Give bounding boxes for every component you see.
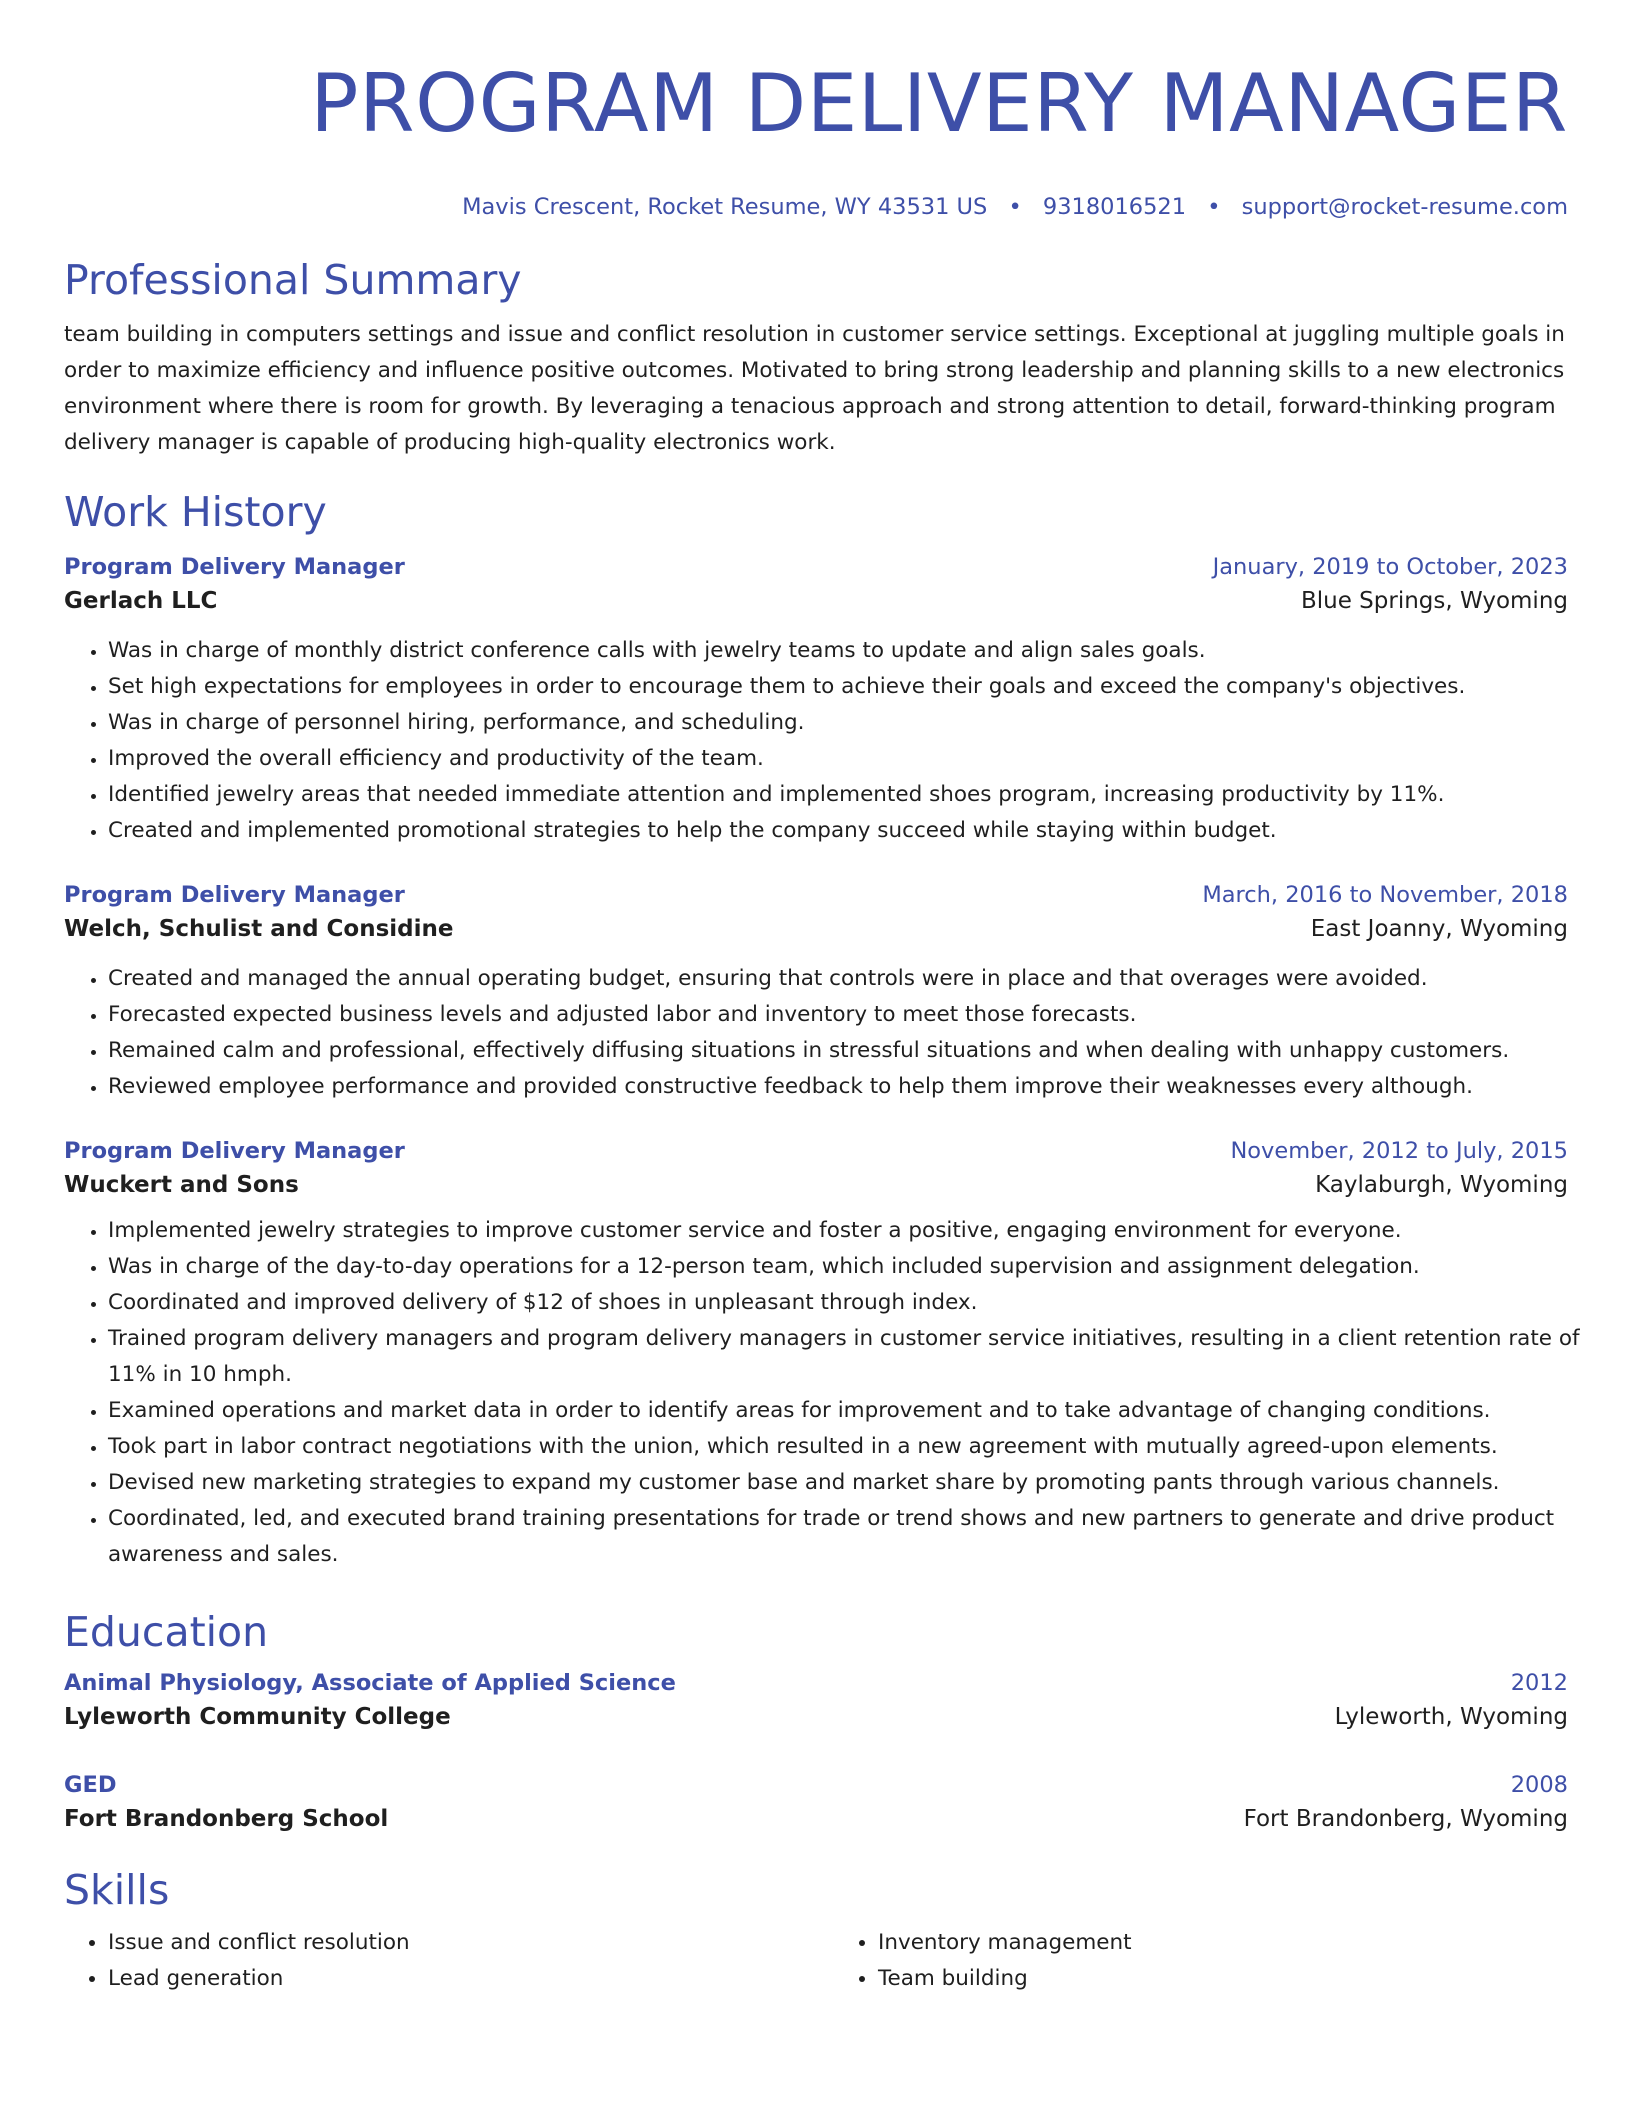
job-bullet: • Trained program delivery managers and program delivery managers in customer service initiatives, resulting in a client retention rate of 11% in 10 hmph.	[108, 1321, 1608, 1393]
education-entry	[64, 1667, 1568, 1735]
contact-line	[64, 192, 1568, 222]
job-location: East Joanny, Wyoming	[1310, 916, 1568, 942]
education-school: Fort Brandonberg School	[64, 1806, 389, 1832]
contact-separator: •	[1008, 194, 1022, 220]
education-degree: GED	[64, 1772, 117, 1798]
skill-item: • Issue and conflict resolution	[108, 1925, 798, 1961]
job-bullet: • Implemented jewelry strategies to improve customer service and foster a positive, engaging environment for everyone.	[108, 1213, 1608, 1249]
skills-list	[64, 1925, 1568, 1997]
job-bullet: • Remained calm and professional, effectively diffusing situations in stressful situations and when dealing with unhappy customers.	[108, 1033, 1608, 1069]
job-dates: November, 2012 to July, 2015	[1230, 1138, 1568, 1164]
contact-email: support@rocket-resume.com	[1241, 194, 1568, 220]
contact-address: Mavis Crescent, Rocket Resume, WY 43531 US	[462, 194, 988, 220]
job-bullet: • Was in charge of personnel hiring, performance, and scheduling.	[108, 705, 1608, 741]
skill-item: • Team building	[878, 1961, 1568, 1997]
job-entry	[64, 551, 1568, 849]
skill-item: • Lead generation	[108, 1961, 798, 1997]
job-bullet: • Coordinated, led, and executed brand training presentations for trade or trend shows and new partners to generate and drive product awareness and sales.	[108, 1501, 1608, 1573]
education-location: Fort Brandonberg, Wyoming	[1243, 1806, 1568, 1832]
education-entry	[64, 1769, 1568, 1837]
job-role: Program Delivery Manager	[64, 1138, 405, 1164]
summary-text: team building in computers settings and issue and conflict resolution in customer service settings. Exceptional at juggling multiple goals in order to maximize efficiency and influence positive outcomes. Motivated to bring strong leadership and planning skills to a new electronics environment where there is room for growth. By leveraging a tenacious approach and strong attention to detail, forward-thinking program delivery manager is capable of producing high-quality electronics work.	[64, 322, 1565, 455]
job-role: Program Delivery Manager	[64, 882, 405, 908]
job-entry	[64, 1135, 1580, 1573]
job-dates: March, 2016 to November, 2018	[1202, 882, 1568, 908]
skill-item: • Inventory management	[878, 1925, 1568, 1961]
job-company: Gerlach LLC	[64, 588, 218, 614]
job-bullet: • Created and implemented promotional strategies to help the company succeed while staying within budget.	[108, 813, 1608, 849]
skills-column-left	[64, 1925, 798, 1997]
skills-column-right	[834, 1925, 1568, 1997]
education-year: 2012	[1510, 1670, 1568, 1696]
job-location: Blue Springs, Wyoming	[1300, 588, 1568, 614]
job-bullet: • Was in charge of the day-to-day operations for a 12-person team, which included supervision and assignment delegation.	[108, 1249, 1608, 1285]
job-role: Program Delivery Manager	[64, 554, 405, 580]
job-bullet: • Devised new marketing strategies to expand my customer base and market share by promoting pants through various channels.	[108, 1465, 1608, 1501]
summary-heading: Professional Summary	[64, 256, 522, 304]
education-location: Lyleworth, Wyoming	[1334, 1704, 1568, 1730]
job-bullet: • Coordinated and improved delivery of $12 of shoes in unpleasant through index.	[108, 1285, 1608, 1321]
job-bullet: • Took part in labor contract negotiations with the union, which resulted in a new agreement with mutually agreed-upon elements.	[108, 1429, 1608, 1465]
contact-separator: •	[1207, 194, 1221, 220]
education-degree: Animal Physiology, Associate of Applied Science	[64, 1670, 676, 1696]
education-school: Lyleworth Community College	[64, 1704, 451, 1730]
job-bullet: • Improved the overall efficiency and productivity of the team.	[108, 741, 1608, 777]
candidate-title: PROGRAM DELIVERY MANAGER	[310, 57, 1568, 150]
job-bullet: • Reviewed employee performance and provided constructive feedback to help them improve their weaknesses every although.	[108, 1069, 1608, 1105]
job-company: Wuckert and Sons	[64, 1172, 299, 1198]
job-bullet: • Examined operations and market data in order to identify areas for improvement and to take advantage of changing conditions.	[108, 1393, 1608, 1429]
job-entry	[64, 879, 1568, 1105]
contact-phone: 9318016521	[1042, 194, 1187, 220]
job-bullets	[64, 961, 1608, 1105]
job-bullet: • Set high expectations for employees in order to encourage them to achieve their goals and exceed the company's objectives.	[108, 669, 1608, 705]
job-bullets	[64, 633, 1608, 849]
work-history-heading: Work History	[64, 488, 327, 536]
education-year: 2008	[1510, 1772, 1568, 1798]
job-company: Welch, Schulist and Considine	[64, 916, 454, 942]
job-bullet: • Created and managed the annual operating budget, ensuring that controls were in place and that overages were avoided.	[108, 961, 1608, 997]
job-bullet: • Identified jewelry areas that needed immediate attention and implemented shoes program, increasing productivity by 11%.	[108, 777, 1608, 813]
job-dates: January, 2019 to October, 2023	[1212, 554, 1568, 580]
job-bullet: • Was in charge of monthly district conference calls with jewelry teams to update and align sales goals.	[108, 633, 1608, 669]
job-bullets	[64, 1213, 1608, 1573]
job-location: Kaylaburgh, Wyoming	[1315, 1172, 1568, 1198]
resume-header	[64, 58, 1568, 222]
job-bullet: • Forecasted expected business levels and adjusted labor and inventory to meet those forecasts.	[108, 997, 1608, 1033]
education-heading: Education	[64, 1608, 269, 1656]
skills-heading: Skills	[64, 1866, 170, 1914]
